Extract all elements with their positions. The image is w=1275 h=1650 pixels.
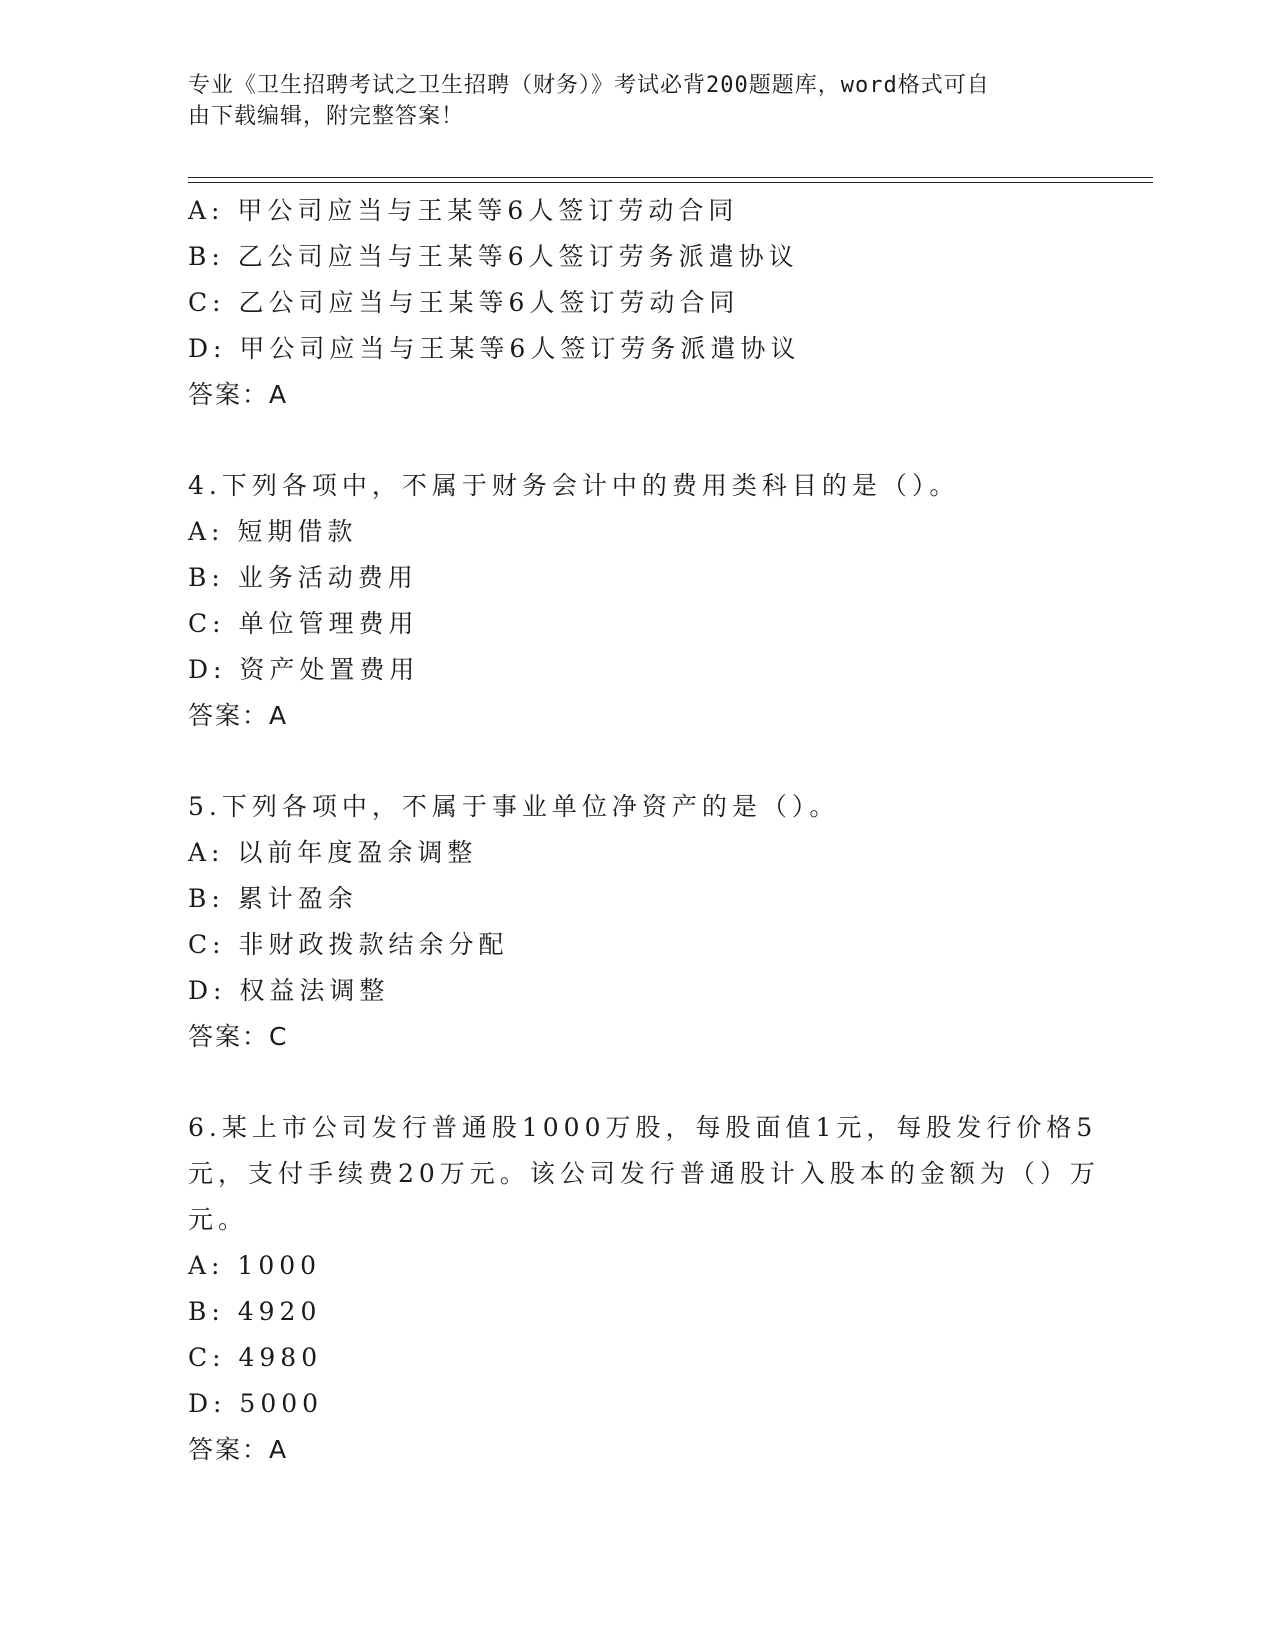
question-text: 5.下列各项中，不属于事业单位净资产的是（）。	[188, 792, 840, 821]
answer-label: 答案：A	[188, 380, 289, 409]
option-a: A: 1000	[188, 1251, 322, 1280]
spacer	[188, 418, 1088, 463]
option-a: A: 以前年度盈余调整	[188, 838, 478, 867]
option-c: C: 4980	[188, 1343, 323, 1372]
question-block-5	[188, 784, 1088, 1060]
option-c: C: 单位管理费用	[188, 609, 419, 638]
question-text-line-1: 6.某上市公司发行普通股1000万股，每股面值1元，每股发行价格5	[188, 1113, 1098, 1142]
option-a: A: 短期借款	[188, 517, 358, 546]
question-text-line-2: 元，支付手续费20万元。该公司发行普通股计入股本的金额为（）万	[188, 1159, 1100, 1188]
question-text: 4.下列各项中，不属于财务会计中的费用类科目的是（）。	[188, 471, 960, 500]
question-block-4	[188, 463, 1088, 739]
option-d: D: 5000	[188, 1389, 324, 1418]
option-c: C: 乙公司应当与王某等6人签订劳动合同	[188, 288, 740, 317]
option-d: D: 资产处置费用	[188, 655, 420, 684]
question-block-6	[188, 1105, 1100, 1473]
spacer	[188, 1060, 1088, 1105]
question-list	[188, 188, 1100, 1473]
option-b: B: 业务活动费用	[188, 563, 418, 592]
question-text-line-3: 元。	[188, 1205, 249, 1234]
document-header	[188, 70, 1088, 132]
answer-label: 答案：C	[188, 1022, 289, 1051]
option-a: A: 甲公司应当与王某等6人签订劳动合同	[188, 196, 739, 225]
option-c: C: 非财政拨款结余分配	[188, 930, 509, 959]
header-line-2: 由下载编辑，附完整答案！	[188, 104, 465, 129]
spacer	[188, 739, 1088, 784]
header-divider-top	[188, 177, 1153, 178]
question-block-3	[188, 188, 1088, 418]
header-divider-bottom	[188, 182, 1153, 183]
option-b: B: 累计盈余	[188, 884, 358, 913]
option-d: D: 权益法调整	[188, 976, 390, 1005]
option-b: B: 乙公司应当与王某等6人签订劳务派遣协议	[188, 242, 799, 271]
header-line-1: 专业《卫生招聘考试之卫生招聘（财务）》考试必背200题题库，word格式可自	[188, 73, 990, 98]
option-d: D: 甲公司应当与王某等6人签订劳务派遣协议	[188, 334, 801, 363]
option-b: B: 4920	[188, 1297, 322, 1326]
answer-label: 答案：A	[188, 701, 289, 730]
answer-label: 答案：A	[188, 1435, 289, 1464]
